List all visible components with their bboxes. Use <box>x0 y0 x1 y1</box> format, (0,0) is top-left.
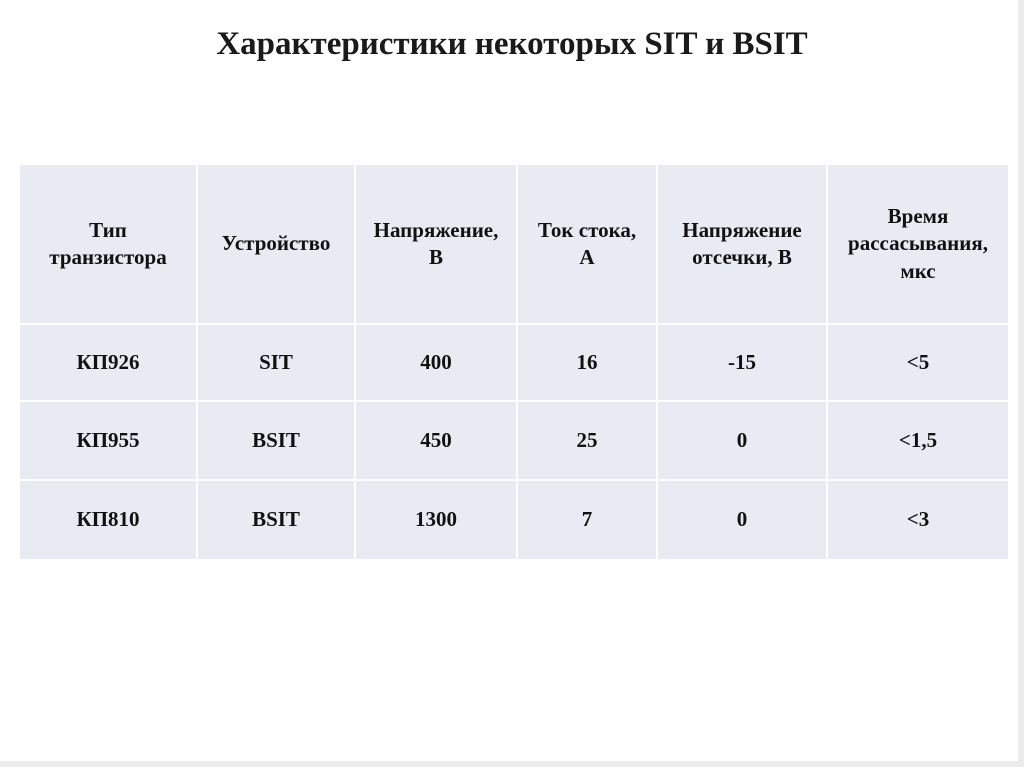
table-header-row <box>20 165 1008 323</box>
cell-storage-time: <5 <box>828 325 1008 400</box>
table-row <box>20 481 1008 559</box>
header-storage-time: Время рассасывания, мкс <box>828 165 1008 323</box>
cell-device: SIT <box>198 325 354 400</box>
header-drain-current: Ток стока, А <box>518 165 656 323</box>
cell-voltage: 450 <box>356 402 516 479</box>
cell-voltage: 400 <box>356 325 516 400</box>
transistor-characteristics-table <box>18 163 1010 561</box>
cell-transistor-type: КП926 <box>20 325 196 400</box>
cell-cutoff-voltage: 0 <box>658 481 826 559</box>
cell-cutoff-voltage: 0 <box>658 402 826 479</box>
table-row <box>20 402 1008 479</box>
cell-device: BSIT <box>198 402 354 479</box>
header-device: Устройство <box>198 165 354 323</box>
table-row <box>20 325 1008 400</box>
cell-voltage: 1300 <box>356 481 516 559</box>
cell-device: BSIT <box>198 481 354 559</box>
cell-storage-time: <1,5 <box>828 402 1008 479</box>
header-transistor-type: Тип транзистора <box>20 165 196 323</box>
cell-drain-current: 7 <box>518 481 656 559</box>
header-cutoff-voltage: Напряжение отсечки, В <box>658 165 826 323</box>
cell-drain-current: 25 <box>518 402 656 479</box>
cell-transistor-type: КП810 <box>20 481 196 559</box>
header-voltage: Напряжение, В <box>356 165 516 323</box>
slide-title: Характеристики некоторых SIT и BSIT <box>216 26 808 62</box>
cell-transistor-type: КП955 <box>20 402 196 479</box>
cell-cutoff-voltage: -15 <box>658 325 826 400</box>
cell-drain-current: 16 <box>518 325 656 400</box>
cell-storage-time: <3 <box>828 481 1008 559</box>
